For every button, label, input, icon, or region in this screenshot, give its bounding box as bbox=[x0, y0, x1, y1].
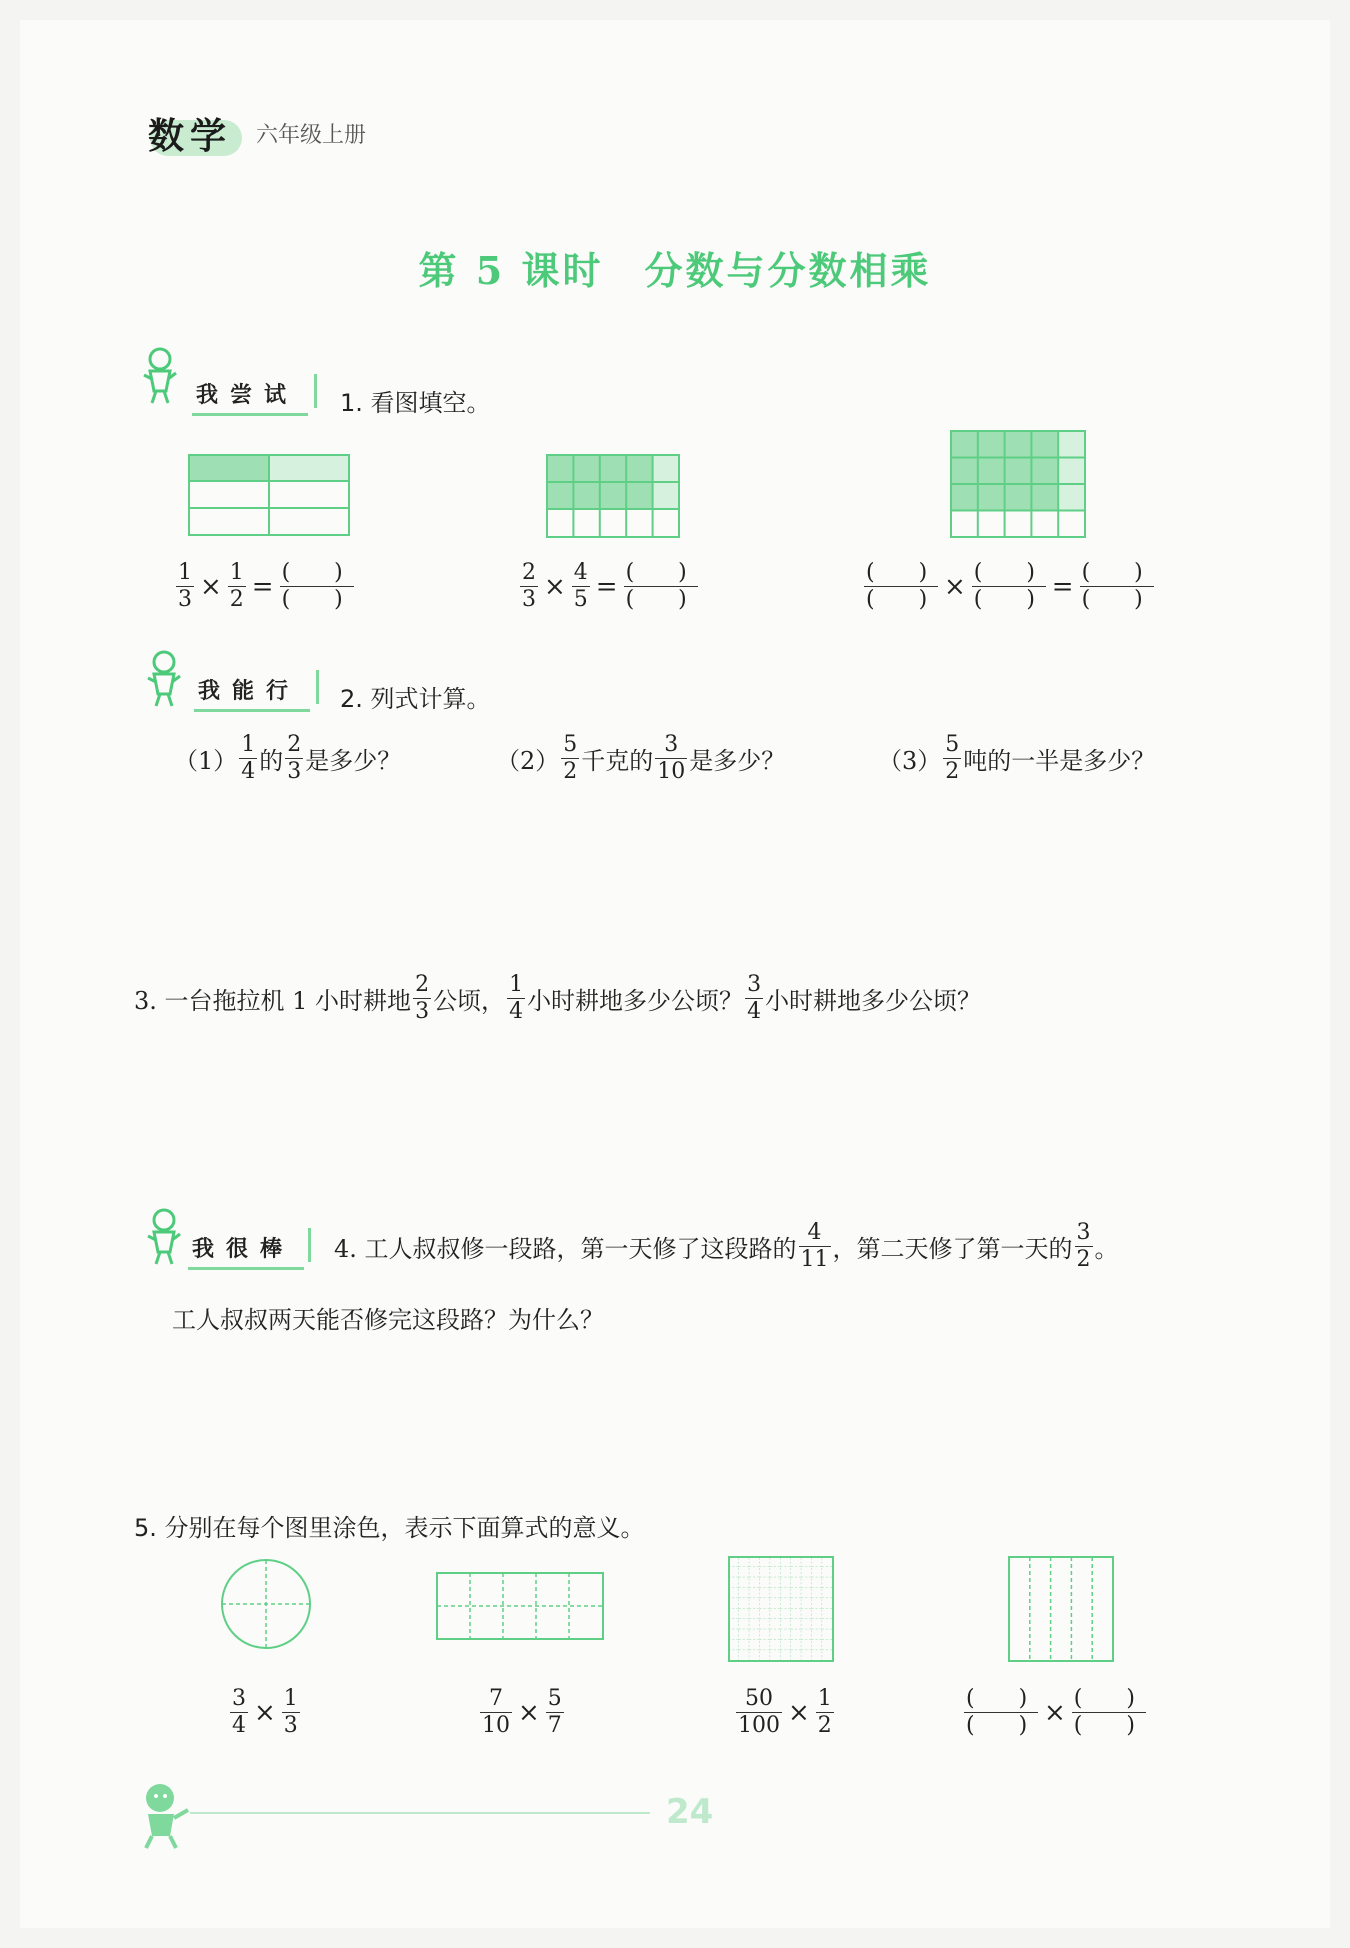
answer-blank[interactable]: $\frac{( )}{( )}$ bbox=[1080, 562, 1154, 611]
q1-equation-2: $\frac{2}{3}$ × $\frac{4}{5}$ = $\frac{( )}{( )}$ bbox=[518, 562, 700, 611]
lesson-title: 第 5 课时 分数与分数相乘 bbox=[418, 248, 932, 293]
section-badge-try: 我尝试 bbox=[192, 378, 308, 416]
page-number: 24 bbox=[666, 1792, 714, 1832]
mascot-icon bbox=[140, 648, 188, 708]
q5-expression-2: $\frac{7}{10}$ × $\frac{5}{7}$ bbox=[482, 1686, 562, 1738]
answer-blank[interactable]: $\frac{( )}{( )}$ bbox=[964, 1688, 1038, 1737]
answer-blank[interactable]: $\frac{( )}{( )}$ bbox=[624, 562, 698, 611]
answer-blank[interactable]: $\frac{( )}{( )}$ bbox=[864, 562, 938, 611]
answer-blank[interactable]: $\frac{( )}{( )}$ bbox=[972, 562, 1046, 611]
q2-prompt: 2. 列式计算。 bbox=[340, 685, 491, 713]
grade-label: 六年级上册 bbox=[256, 123, 367, 148]
section-badge-great: 我很棒 bbox=[188, 1232, 304, 1270]
mascot-icon bbox=[136, 345, 184, 405]
badge-divider bbox=[314, 374, 317, 408]
q1-figure-1 bbox=[188, 454, 350, 536]
section-badge-can: 我能行 bbox=[194, 674, 310, 712]
mascot-icon bbox=[140, 1206, 188, 1266]
q5-rect-figure[interactable] bbox=[436, 1572, 604, 1640]
badge-divider bbox=[308, 1228, 311, 1262]
q1-equation-1: $\frac{1}{3}$ × $\frac{1}{2}$ = $\frac{( )}{( )}$ bbox=[174, 562, 356, 611]
q5-expression-4: $\frac{( )}{( )}$ × $\frac{( )}{( )}$ bbox=[962, 1688, 1148, 1737]
q2-part-2: （2） $\frac{5}{2}$ 千克的 $\frac{3}{10}$ 是多少？ bbox=[496, 732, 786, 784]
q2-part-3: （3） $\frac{5}{2}$ 吨的一半是多少？ bbox=[878, 732, 1156, 784]
badge-divider bbox=[316, 670, 319, 704]
answer-blank[interactable]: $\frac{( )}{( )}$ bbox=[280, 562, 354, 611]
q1-prompt: 1. 看图填空。 bbox=[340, 389, 491, 417]
footer-rule bbox=[190, 1812, 650, 1814]
q1-figure-2 bbox=[546, 454, 680, 538]
q1-figure-3 bbox=[950, 430, 1086, 538]
q5-blank-square-figure[interactable] bbox=[1008, 1556, 1114, 1662]
q4-prompt: 4. 工人叔叔修一段路，第一天修了这段路的 $\frac{4}{11}$ ，第二天修了第一天的 $\frac{3}{2}$ 。 bbox=[334, 1220, 1119, 1272]
q5-prompt: 5. 分别在每个图里涂色，表示下面算式的意义。 bbox=[134, 1514, 645, 1542]
subject-title: 数学 bbox=[148, 116, 233, 157]
q1-equation-3: $\frac{( )}{( )}$ × $\frac{( )}{( )}$ = $\frac{( )}{( )}$ bbox=[862, 562, 1156, 611]
q5-circle-figure[interactable] bbox=[220, 1558, 312, 1650]
q4-line-2: 工人叔叔两天能否修完这段路？为什么？ bbox=[172, 1306, 604, 1334]
q5-expression-3: $\frac{50}{100}$ × $\frac{1}{2}$ bbox=[738, 1686, 832, 1738]
footer-mascot-icon bbox=[130, 1780, 194, 1850]
q5-hundred-grid-figure[interactable] bbox=[728, 1556, 834, 1662]
q5-expression-1: $\frac{3}{4}$ × $\frac{1}{3}$ bbox=[232, 1686, 298, 1738]
q2-part-1: （1） $\frac{1}{4}$ 的 $\frac{2}{3}$ 是多少？ bbox=[174, 732, 402, 784]
q3-prompt: 3. 一台拖拉机 1 小时耕地 $\frac{2}{3}$ 公顷， $\frac{1}{4}$ 小时耕地多少公顷？ $\frac{3}{4}$ 小时耕地多少公顷？ bbox=[134, 972, 982, 1024]
answer-blank[interactable]: $\frac{( )}{( )}$ bbox=[1072, 1688, 1146, 1737]
